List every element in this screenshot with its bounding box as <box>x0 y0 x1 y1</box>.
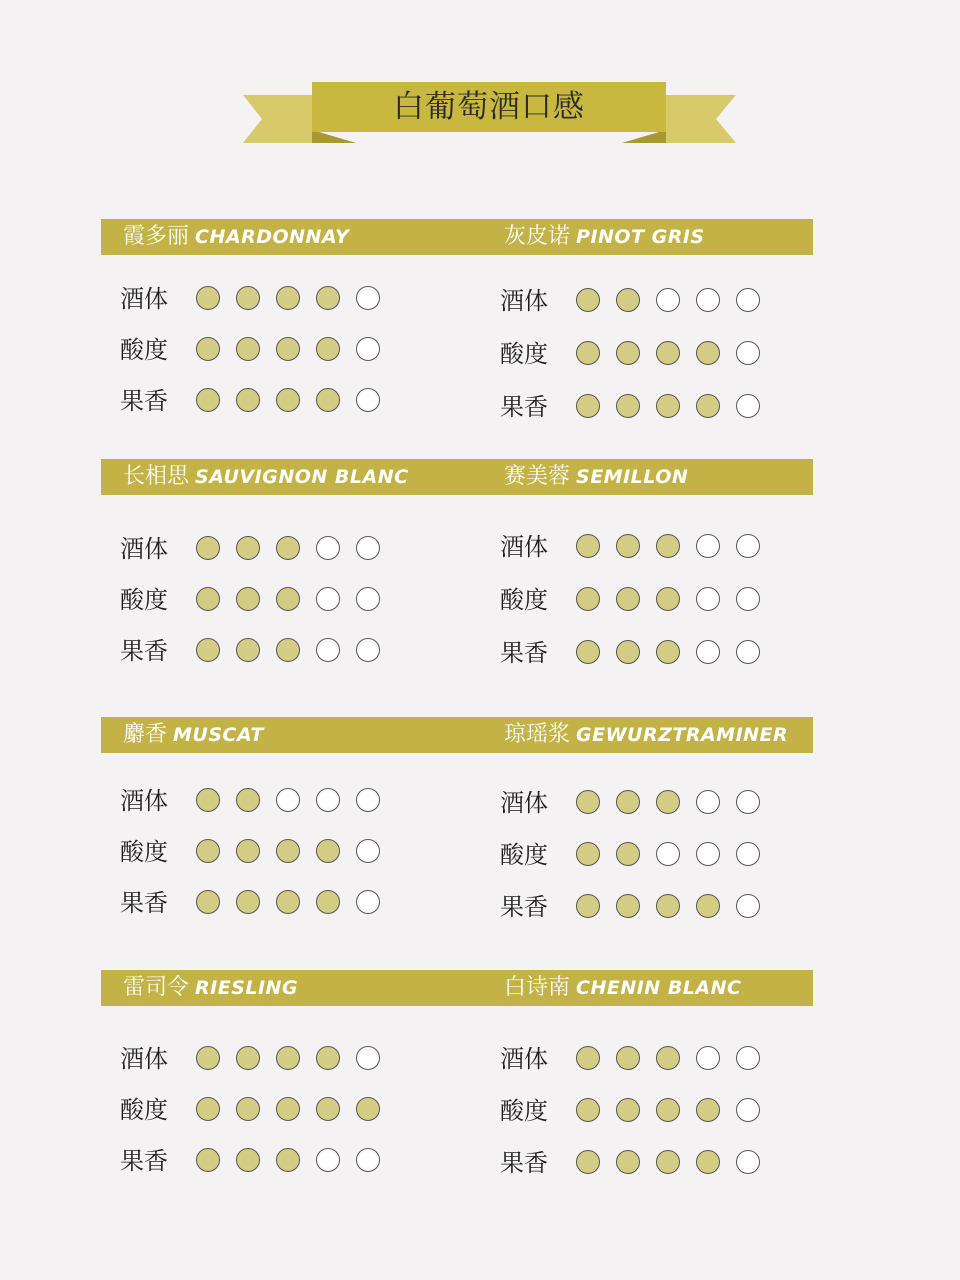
rating-dot-empty <box>696 1046 720 1070</box>
wine-name-zh: 琼瑶浆 <box>504 722 571 747</box>
rating-dot-filled <box>656 394 680 418</box>
attribute-label: 酸度 <box>500 586 548 614</box>
rating-dot-filled <box>276 536 300 560</box>
rating-dot-filled <box>236 839 260 863</box>
rating-dot-filled <box>276 337 300 361</box>
attribute-label: 果香 <box>500 639 548 667</box>
rating-dot-filled <box>576 894 600 918</box>
wine-name-zh: 霞多丽 <box>123 224 190 249</box>
wine-name-en: MUSCAT <box>173 724 264 746</box>
rating-dot-filled <box>316 839 340 863</box>
rating-dot-filled <box>236 587 260 611</box>
wine-name-zh: 长相思 <box>123 464 190 489</box>
rating-dot-empty <box>656 288 680 312</box>
rating-dot-empty <box>736 640 760 664</box>
wine-name <box>504 970 741 1006</box>
rating-dot-empty <box>316 638 340 662</box>
rating-dot-filled <box>196 1046 220 1070</box>
rating-dot-empty <box>736 1150 760 1174</box>
rating-dot-filled <box>616 394 640 418</box>
rating-dot-filled <box>616 341 640 365</box>
rating-dot-empty <box>736 1098 760 1122</box>
rating-dot-filled <box>276 890 300 914</box>
rating-dot-empty <box>736 587 760 611</box>
rating-dot-filled <box>196 638 220 662</box>
rating-dot-filled <box>616 534 640 558</box>
rating-dot-filled <box>656 1098 680 1122</box>
rating-dot-empty <box>736 894 760 918</box>
attribute-label: 酸度 <box>500 1097 548 1125</box>
rating-dot-empty <box>736 288 760 312</box>
rating-dot-empty <box>316 587 340 611</box>
rating-dot-filled <box>576 842 600 866</box>
wine-name-zh: 雷司令 <box>123 975 190 1000</box>
rating-dot-empty <box>356 388 380 412</box>
attribute-label: 酒体 <box>500 1045 548 1073</box>
rating-dot-filled <box>576 587 600 611</box>
rating-dot-empty <box>656 842 680 866</box>
rating-dot-filled <box>616 640 640 664</box>
rating-dot-filled <box>656 341 680 365</box>
rating-dot-filled <box>576 1046 600 1070</box>
rating-dot-empty <box>356 286 380 310</box>
wine-name <box>123 717 264 753</box>
rating-dot-filled <box>616 894 640 918</box>
attribute-label: 酸度 <box>500 340 548 368</box>
rating-dot-filled <box>276 1148 300 1172</box>
rating-dot-filled <box>196 388 220 412</box>
rating-dot-filled <box>276 638 300 662</box>
rating-dot-filled <box>656 534 680 558</box>
wine-name-zh: 麝香 <box>123 722 168 747</box>
attribute-label: 果香 <box>120 889 168 917</box>
rating-dot-filled <box>236 1097 260 1121</box>
rating-dot-filled <box>236 1148 260 1172</box>
rating-dot-empty <box>696 790 720 814</box>
wine-name-en: SAUVIGNON BLANC <box>195 466 409 488</box>
wine-name <box>123 970 298 1006</box>
rating-dot-filled <box>576 1150 600 1174</box>
rating-dot-empty <box>696 640 720 664</box>
rating-dot-filled <box>576 790 600 814</box>
rating-dot-filled <box>316 1046 340 1070</box>
rating-dot-filled <box>616 288 640 312</box>
rating-dot-filled <box>656 894 680 918</box>
rating-dot-filled <box>196 587 220 611</box>
attribute-label: 酒体 <box>500 287 548 315</box>
rating-dot-filled <box>616 790 640 814</box>
rating-dot-filled <box>696 341 720 365</box>
rating-dot-filled <box>656 790 680 814</box>
wine-name-zh: 白诗南 <box>504 975 571 1000</box>
rating-dot-filled <box>616 1098 640 1122</box>
rating-dot-filled <box>276 839 300 863</box>
rating-dot-filled <box>316 388 340 412</box>
rating-dot-empty <box>316 536 340 560</box>
rating-dot-filled <box>316 1097 340 1121</box>
rating-dot-filled <box>196 536 220 560</box>
rating-dot-filled <box>576 341 600 365</box>
attribute-label: 酸度 <box>120 586 168 614</box>
wine-name-en: SEMILLON <box>576 466 689 488</box>
rating-dot-empty <box>356 1046 380 1070</box>
rating-dot-filled <box>236 1046 260 1070</box>
rating-dot-empty <box>736 534 760 558</box>
rating-dot-empty <box>356 337 380 361</box>
wine-name-en: PINOT GRIS <box>576 226 705 248</box>
rating-dot-empty <box>696 587 720 611</box>
rating-dot-empty <box>356 890 380 914</box>
rating-dot-filled <box>236 388 260 412</box>
rating-dot-filled <box>316 286 340 310</box>
rating-dot-filled <box>196 788 220 812</box>
rating-dot-filled <box>616 1150 640 1174</box>
rating-dot-filled <box>696 394 720 418</box>
attribute-label: 果香 <box>120 1147 168 1175</box>
wine-name <box>504 459 688 495</box>
rating-dot-empty <box>316 788 340 812</box>
rating-dot-filled <box>316 890 340 914</box>
rating-dot-filled <box>196 337 220 361</box>
attribute-label: 酸度 <box>120 336 168 364</box>
attribute-label: 酸度 <box>120 838 168 866</box>
wine-name-en: CHARDONNAY <box>195 226 350 248</box>
attribute-label: 酒体 <box>120 535 168 563</box>
rating-dot-filled <box>356 1097 380 1121</box>
attribute-label: 果香 <box>120 387 168 415</box>
title-ribbon <box>0 0 960 160</box>
rating-dot-filled <box>696 1098 720 1122</box>
rating-dot-filled <box>576 288 600 312</box>
rating-dot-empty <box>356 587 380 611</box>
attribute-label: 果香 <box>500 393 548 421</box>
rating-dot-filled <box>576 394 600 418</box>
rating-dot-empty <box>696 534 720 558</box>
rating-dot-filled <box>236 536 260 560</box>
attribute-label: 果香 <box>120 637 168 665</box>
rating-dot-filled <box>656 640 680 664</box>
rating-dot-filled <box>196 839 220 863</box>
rating-dot-filled <box>616 1046 640 1070</box>
rating-dot-filled <box>236 890 260 914</box>
rating-dot-filled <box>616 587 640 611</box>
rating-dot-filled <box>196 1148 220 1172</box>
rating-dot-filled <box>696 1150 720 1174</box>
wine-name <box>504 717 788 753</box>
rating-dot-filled <box>276 1046 300 1070</box>
rating-dot-empty <box>696 288 720 312</box>
wine-name-zh: 赛美蓉 <box>504 464 571 489</box>
rating-dot-empty <box>316 1148 340 1172</box>
attribute-label: 酒体 <box>120 1045 168 1073</box>
rating-dot-filled <box>276 388 300 412</box>
rating-dot-filled <box>236 286 260 310</box>
attribute-label: 酒体 <box>500 533 548 561</box>
wine-name-zh: 灰皮诺 <box>504 224 571 249</box>
rating-dot-filled <box>656 1046 680 1070</box>
rating-dot-filled <box>576 534 600 558</box>
rating-dot-empty <box>696 842 720 866</box>
rating-dot-filled <box>196 890 220 914</box>
rating-dot-empty <box>356 536 380 560</box>
rating-dot-empty <box>736 394 760 418</box>
rating-dot-empty <box>356 839 380 863</box>
rating-dot-filled <box>196 286 220 310</box>
wine-name-en: GEWURZTRAMINER <box>576 724 789 746</box>
wine-name <box>123 219 349 255</box>
rating-dot-filled <box>696 894 720 918</box>
rating-dot-empty <box>356 788 380 812</box>
rating-dot-filled <box>576 640 600 664</box>
rating-dot-filled <box>576 1098 600 1122</box>
attribute-label: 酒体 <box>500 789 548 817</box>
rating-dot-empty <box>736 842 760 866</box>
attribute-label: 酒体 <box>120 787 168 815</box>
attribute-label: 酒体 <box>120 285 168 313</box>
rating-dot-empty <box>736 790 760 814</box>
attribute-label: 果香 <box>500 893 548 921</box>
rating-dot-filled <box>316 337 340 361</box>
rating-dot-filled <box>236 638 260 662</box>
rating-dot-filled <box>276 286 300 310</box>
rating-dot-empty <box>736 1046 760 1070</box>
wine-name <box>123 459 409 495</box>
rating-dot-filled <box>236 788 260 812</box>
rating-dot-filled <box>656 1150 680 1174</box>
rating-dot-filled <box>656 587 680 611</box>
rating-dot-filled <box>616 842 640 866</box>
rating-dot-empty <box>356 638 380 662</box>
wine-name-en: RIESLING <box>195 977 299 999</box>
rating-dot-empty <box>276 788 300 812</box>
wine-name-en: CHENIN BLANC <box>576 977 742 999</box>
rating-dot-empty <box>356 1148 380 1172</box>
rating-dot-filled <box>276 587 300 611</box>
attribute-label: 酸度 <box>120 1096 168 1124</box>
rating-dot-empty <box>736 341 760 365</box>
rating-dot-filled <box>276 1097 300 1121</box>
rating-dot-filled <box>236 337 260 361</box>
attribute-label: 酸度 <box>500 841 548 869</box>
rating-dot-filled <box>196 1097 220 1121</box>
wine-name <box>504 219 705 255</box>
attribute-label: 果香 <box>500 1149 548 1177</box>
page-title: 白葡萄酒口感 <box>393 89 585 125</box>
